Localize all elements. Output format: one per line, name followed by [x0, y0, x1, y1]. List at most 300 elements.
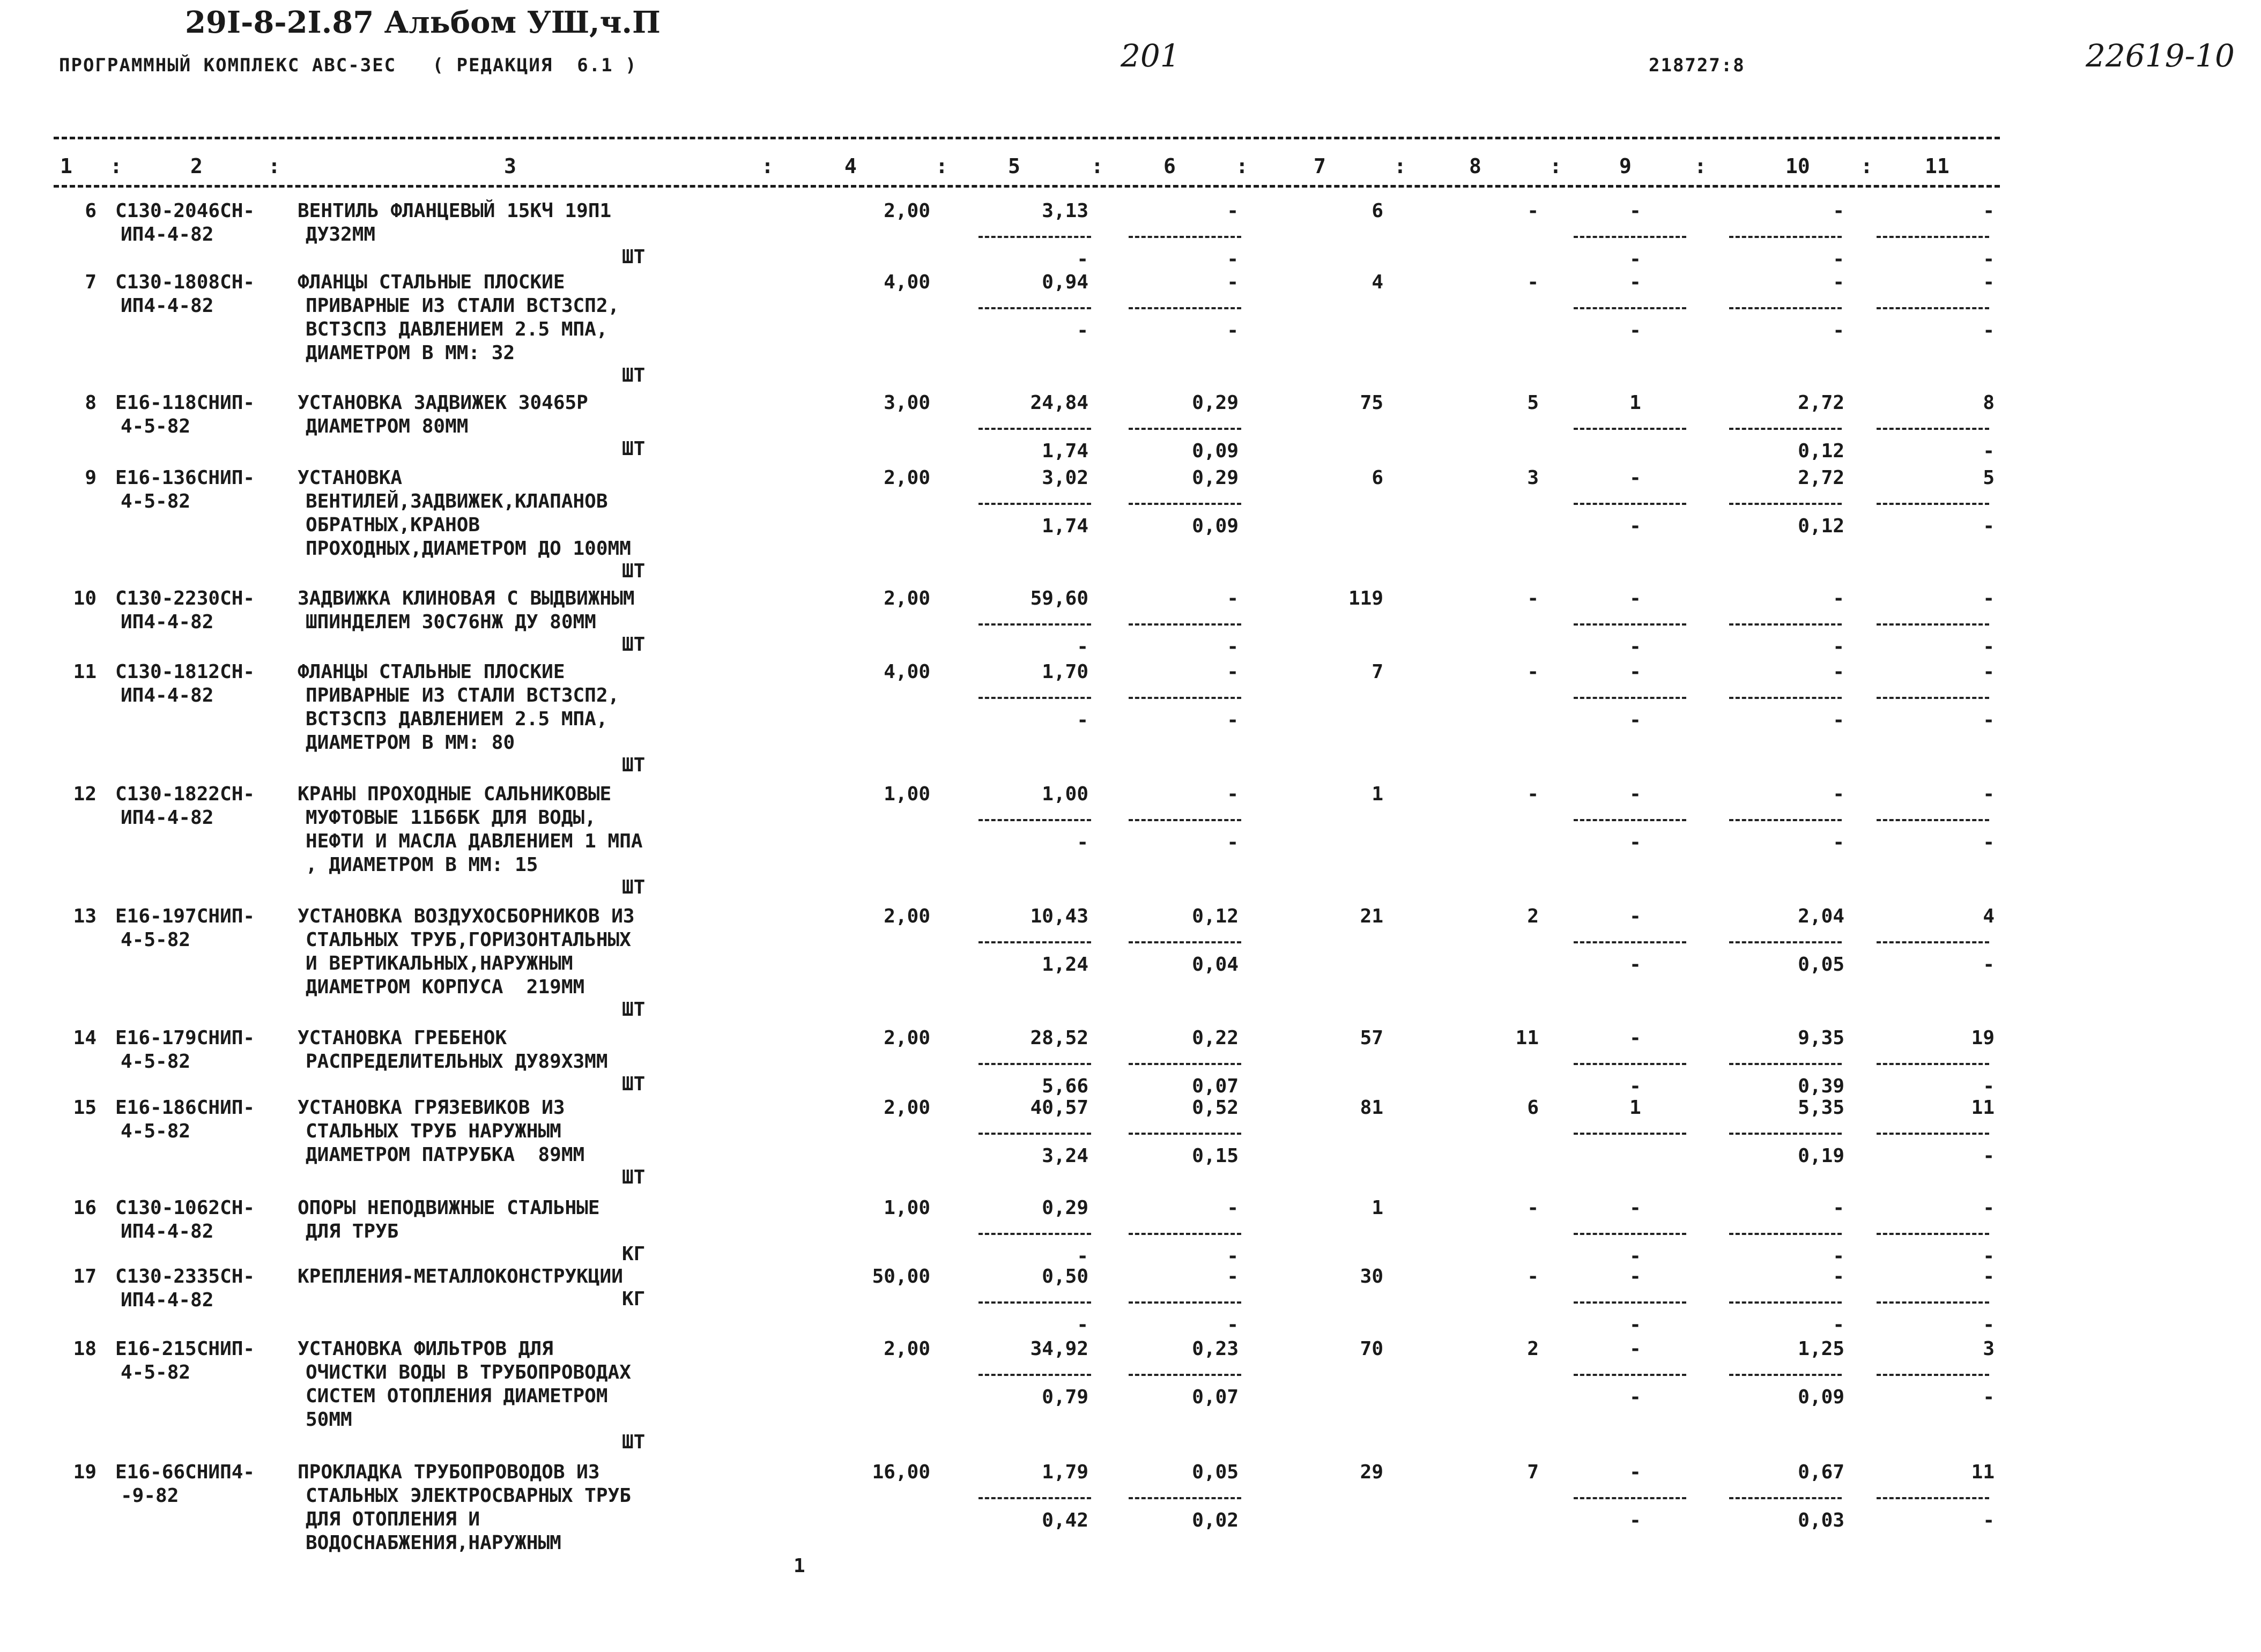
row-description-line: УСТАНОВКА ГРЯЗЕВИКОВ ИЗ [298, 1097, 565, 1119]
cell-rule [978, 1301, 1091, 1304]
cell-col7: 1 [1372, 1197, 1383, 1219]
cell-col11: 3 [1983, 1338, 1995, 1360]
cell-rule [1877, 1374, 1989, 1376]
row-description-line: ВОДОСНАБЖЕНИЯ,НАРУЖНЫМ [306, 1532, 561, 1554]
cell-col6: 0,12 [1192, 905, 1239, 927]
cell-col11: - [1983, 661, 1995, 683]
row-unit: ШТ [622, 634, 646, 656]
cell-col5-sub: 5,66 [1042, 1075, 1088, 1097]
cell-col9-sub: - [1629, 1386, 1641, 1408]
cell-rule [978, 1233, 1091, 1235]
column-header-11: 11 [1925, 154, 1949, 178]
row-description-line: ОЧИСТКИ ВОДЫ В ТРУБОПРОВОДАХ [306, 1361, 631, 1383]
cell-col8: 6 [1527, 1097, 1539, 1119]
cell-col5: 1,70 [1042, 661, 1088, 683]
cell-quantity: 2,00 [884, 1338, 930, 1360]
cell-col9: - [1629, 200, 1641, 222]
cell-rule [1877, 1497, 1989, 1499]
column-separator: : [761, 154, 774, 178]
cell-rule [1574, 1497, 1686, 1499]
row-description-line: ШПИНДЕЛЕМ 30С76НЖ ДУ 80ММ [306, 611, 596, 633]
cell-rule [1129, 623, 1241, 626]
cell-col9: - [1629, 905, 1641, 927]
cell-col6: - [1227, 1266, 1239, 1288]
row-code-standard: 4-5-82 [121, 929, 191, 951]
row-code: С130-1822СН- [115, 783, 255, 805]
row-description-line: СИСТЕМ ОТОПЛЕНИЯ ДИАМЕТРОМ [306, 1385, 608, 1407]
cell-col7: 7 [1372, 661, 1383, 683]
cell-col7: 70 [1360, 1338, 1383, 1360]
row-description-line: ДИАМЕТРОМ КОРПУСА 219ММ [306, 976, 585, 998]
cell-col9: 1 [1629, 392, 1641, 414]
row-code: Е16-179СНИП- [115, 1027, 255, 1049]
cell-rule [1574, 623, 1686, 626]
cell-col9: - [1629, 1461, 1641, 1483]
cell-rule [1877, 1301, 1989, 1304]
cell-col6-sub: 0,09 [1192, 515, 1239, 537]
cell-col5: 1,79 [1042, 1461, 1088, 1483]
column-header-2: 2 [190, 154, 203, 178]
cell-col9-sub: - [1629, 319, 1641, 341]
row-number: 9 [85, 467, 97, 489]
program-title: ПРОГРАММНЫЙ КОМПЛЕКС АВС-3ЕС ( РЕДАКЦИЯ 6.1 ) [59, 55, 637, 76]
row-code-standard: ИП4-4-82 [121, 1289, 214, 1311]
cell-rule [1877, 1233, 1989, 1235]
cell-col5-sub: 0,42 [1042, 1509, 1088, 1531]
row-code-standard: 4-5-82 [121, 1361, 191, 1383]
cell-col6-sub: 0,07 [1192, 1075, 1239, 1097]
row-number: 19 [73, 1461, 97, 1483]
cell-quantity: 1,00 [884, 1197, 930, 1219]
cell-col6: 0,52 [1192, 1097, 1239, 1119]
cell-col10-sub: - [1833, 1245, 1844, 1267]
row-description-line: ВЕНТИЛЬ ФЛАНЦЕВЫЙ 15КЧ 19П1 [298, 200, 612, 222]
cell-col10-sub: 0,05 [1798, 954, 1844, 976]
cell-col10: 5,35 [1798, 1097, 1844, 1119]
cell-col9: - [1629, 467, 1641, 489]
row-unit: ШТ [622, 876, 646, 898]
row-unit: КГ [622, 1288, 646, 1310]
column-separator: : [1694, 154, 1707, 178]
cell-col10: - [1833, 271, 1844, 293]
column-header-8: 8 [1469, 154, 1481, 178]
cell-col5: 0,29 [1042, 1197, 1088, 1219]
cell-rule [1729, 1374, 1842, 1376]
row-number: 14 [73, 1027, 97, 1049]
cell-col6-sub: - [1227, 709, 1239, 731]
cell-col5-sub: 1,74 [1042, 515, 1088, 537]
row-description-line: СТАЛЬНЫХ ТРУБ,ГОРИЗОНТАЛЬНЫХ [306, 929, 631, 951]
cell-rule [978, 1063, 1091, 1065]
cell-col6-sub: - [1227, 636, 1239, 658]
cell-rule [978, 941, 1091, 943]
cell-rule [1129, 941, 1241, 943]
cell-col10-sub: - [1833, 319, 1844, 341]
cell-col5-sub: - [1077, 709, 1088, 731]
cell-col11: - [1983, 1266, 1995, 1288]
row-unit: ШТ [622, 1073, 646, 1095]
column-header-10: 10 [1785, 154, 1810, 178]
cell-quantity: 3,00 [884, 392, 930, 414]
cell-col5-sub: - [1077, 248, 1088, 270]
cell-quantity: 2,00 [884, 200, 930, 222]
cell-rule [1574, 1374, 1686, 1376]
row-description-line: 50ММ [306, 1409, 352, 1431]
cell-col11: - [1983, 271, 1995, 293]
row-description-line: ПРОКЛАДКА ТРУБОПРОВОДОВ ИЗ [298, 1461, 600, 1483]
cell-col6-sub: 0,09 [1192, 440, 1239, 462]
cell-col9: - [1629, 1197, 1641, 1219]
row-code: Е16-215СНИП- [115, 1338, 255, 1360]
row-description-line: ФЛАНЦЫ СТАЛЬНЫЕ ПЛОСКИЕ [298, 271, 565, 293]
cell-col10-sub: - [1833, 1314, 1844, 1336]
row-description-line: КРЕПЛЕНИЯ-МЕТАЛЛОКОНСТРУКЦИИ [298, 1266, 623, 1288]
row-number: 13 [73, 905, 97, 927]
cell-col8: - [1527, 1266, 1539, 1288]
cell-rule [1877, 697, 1989, 699]
cell-col8: - [1527, 200, 1539, 222]
cell-col10: - [1833, 200, 1844, 222]
cell-col10: 2,72 [1798, 467, 1844, 489]
cell-col8: - [1527, 271, 1539, 293]
cell-col10: 9,35 [1798, 1027, 1844, 1049]
cell-col10-sub: 0,03 [1798, 1509, 1844, 1531]
cell-col5-sub: 3,24 [1042, 1145, 1088, 1167]
cell-col6: - [1227, 587, 1239, 609]
cell-rule [978, 1497, 1091, 1499]
cell-col10: 0,67 [1798, 1461, 1844, 1483]
cell-col5: 59,60 [1030, 587, 1088, 609]
cell-col8: 2 [1527, 905, 1539, 927]
cell-rule [1729, 1063, 1842, 1065]
cell-quantity: 16,00 [872, 1461, 930, 1483]
cell-col10: - [1833, 783, 1844, 805]
cell-rule [1729, 623, 1842, 626]
cell-col10-sub: - [1833, 248, 1844, 270]
row-code: Е16-197СНИП- [115, 905, 255, 927]
cell-rule [1729, 236, 1842, 238]
row-description-line: УСТАНОВКА ФИЛЬТРОВ ДЛЯ [298, 1338, 553, 1360]
row-code: С130-2230СН- [115, 587, 255, 609]
cell-rule [1129, 1063, 1241, 1065]
cell-col11-sub: - [1983, 954, 1995, 976]
cell-col6: - [1227, 661, 1239, 683]
cell-col6-sub: - [1227, 831, 1239, 853]
cell-col6: - [1227, 1197, 1239, 1219]
cell-col6-sub: - [1227, 1314, 1239, 1336]
row-description-line: СТАЛЬНЫХ ЭЛЕКТРОСВАРНЫХ ТРУБ [306, 1485, 631, 1507]
cell-col10-sub: 0,39 [1798, 1075, 1844, 1097]
row-unit: ШТ [622, 999, 646, 1021]
cell-quantity: 4,00 [884, 661, 930, 683]
column-header-4: 4 [844, 154, 857, 178]
row-code: Е16-66СНИП4- [115, 1461, 255, 1483]
cell-col6-sub: 0,04 [1192, 954, 1239, 976]
cell-col10: - [1833, 587, 1844, 609]
cell-rule [1877, 1063, 1989, 1065]
column-header-5: 5 [1008, 154, 1020, 178]
cell-rule [1129, 697, 1241, 699]
row-number: 17 [73, 1266, 97, 1288]
cell-quantity: 4,00 [884, 271, 930, 293]
cell-rule [1574, 697, 1686, 699]
row-number: 6 [85, 200, 97, 222]
cell-col11: 5 [1983, 467, 1995, 489]
cell-col5: 40,57 [1030, 1097, 1088, 1119]
cell-col7: 75 [1360, 392, 1383, 414]
cell-col10-sub: 0,09 [1798, 1386, 1844, 1408]
row-number: 12 [73, 783, 97, 805]
cell-col11-sub: - [1983, 636, 1995, 658]
cell-rule [1877, 428, 1989, 430]
row-unit: ШТ [622, 1431, 646, 1453]
cell-col11: 8 [1983, 392, 1995, 414]
cell-col5-sub: 1,24 [1042, 954, 1088, 976]
cell-rule [1129, 819, 1241, 821]
cell-rule [978, 1374, 1091, 1376]
cell-rule [1129, 1374, 1241, 1376]
cell-col10: 1,25 [1798, 1338, 1844, 1360]
cell-col10-sub: 0,12 [1798, 440, 1844, 462]
row-code-standard: ИП4-4-82 [121, 684, 214, 706]
cell-col9-sub: - [1629, 1075, 1641, 1097]
cell-rule [1574, 1301, 1686, 1304]
cell-rule [1129, 307, 1241, 309]
row-description-line: ПРИВАРНЫЕ ИЗ СТАЛИ ВСТ3СП2, [306, 295, 620, 317]
row-description-line: ВЕНТИЛЕЙ,ЗАДВИЖЕК,КЛАПАНОВ [306, 490, 608, 512]
document-code: 218727:8 [1649, 55, 1745, 76]
cell-col9-sub: - [1629, 1314, 1641, 1336]
cell-rule [1574, 503, 1686, 505]
handwritten-number: 22619-10 [2086, 38, 2235, 74]
cell-rule [1574, 1133, 1686, 1135]
cell-col8: - [1527, 661, 1539, 683]
row-unit: ШТ [622, 246, 646, 268]
row-code: С130-1062СН- [115, 1197, 255, 1219]
cell-col9-sub: - [1629, 709, 1641, 731]
cell-col6: 0,23 [1192, 1338, 1239, 1360]
cell-col9-sub: - [1629, 1245, 1641, 1267]
cell-col10-sub: 0,12 [1798, 515, 1844, 537]
row-code: С130-1808СН- [115, 271, 255, 293]
cell-col5: 24,84 [1030, 392, 1088, 414]
row-code: Е16-186СНИП- [115, 1097, 255, 1119]
cell-quantity: 2,00 [884, 905, 930, 927]
cell-col5-sub: 1,74 [1042, 440, 1088, 462]
cell-col10: - [1833, 661, 1844, 683]
row-description-line: ОПОРЫ НЕПОДВИЖНЫЕ СТАЛЬНЫЕ [298, 1197, 600, 1219]
cell-col5: 10,43 [1030, 905, 1088, 927]
cell-col11-sub: - [1983, 319, 1995, 341]
cell-col6: 0,05 [1192, 1461, 1239, 1483]
cell-rule [1729, 1497, 1842, 1499]
cell-col8: 3 [1527, 467, 1539, 489]
cell-col11: 11 [1971, 1097, 1995, 1119]
row-code-standard: 4-5-82 [121, 1051, 191, 1073]
row-description-line: ДИАМЕТРОМ В ММ: 80 [306, 732, 515, 754]
cell-rule [1877, 307, 1989, 309]
column-separator: : [1236, 154, 1248, 178]
cell-rule [1877, 819, 1989, 821]
cell-quantity: 50,00 [872, 1266, 930, 1288]
cell-col8: 2 [1527, 1338, 1539, 1360]
cell-rule [978, 1133, 1091, 1135]
cell-rule [1574, 1233, 1686, 1235]
row-number: 10 [73, 587, 97, 609]
header-rule-bottom [54, 185, 2000, 188]
column-separator: : [1860, 154, 1873, 178]
cell-col5: 1,00 [1042, 783, 1088, 805]
cell-col11: - [1983, 783, 1995, 805]
cell-rule [1729, 1133, 1842, 1135]
cell-rule [1574, 236, 1686, 238]
row-description-line: ДИАМЕТРОМ ПАТРУБКА 89ММ [306, 1144, 585, 1166]
cell-col5: 0,50 [1042, 1266, 1088, 1288]
cell-rule [1129, 428, 1241, 430]
cell-col6: - [1227, 200, 1239, 222]
row-code: С130-1812СН- [115, 661, 255, 683]
row-unit: ШТ [622, 754, 646, 776]
cell-rule [1877, 623, 1989, 626]
cell-col7: 81 [1360, 1097, 1383, 1119]
row-unit: ШТ [622, 438, 646, 460]
cell-col7: 6 [1372, 200, 1383, 222]
row-number: 15 [73, 1097, 97, 1119]
cell-col9-sub: - [1629, 248, 1641, 270]
cell-col11-sub: - [1983, 1245, 1995, 1267]
row-code: С130-2046СН- [115, 200, 255, 222]
cell-col8: 7 [1527, 1461, 1539, 1483]
cell-rule [1574, 941, 1686, 943]
cell-col8: 11 [1515, 1027, 1539, 1049]
cell-col7: 30 [1360, 1266, 1383, 1288]
column-header-7: 7 [1314, 154, 1326, 178]
cell-col7: 4 [1372, 271, 1383, 293]
album-title: 29I-8-2I.87 Альбом УШ,ч.П [185, 5, 661, 40]
column-separator: : [268, 154, 280, 178]
cell-col11-sub: - [1983, 1386, 1995, 1408]
cell-col5: 0,94 [1042, 271, 1088, 293]
column-separator: : [1394, 154, 1406, 178]
cell-col11-sub: - [1983, 709, 1995, 731]
row-description-line: ВСТ3СП3 ДАВЛЕНИЕМ 2.5 МПА, [306, 708, 608, 730]
cell-rule [978, 307, 1091, 309]
cell-col5: 28,52 [1030, 1027, 1088, 1049]
cell-rule [1729, 819, 1842, 821]
cell-rule [1574, 428, 1686, 430]
cell-col6-sub: 0,15 [1192, 1145, 1239, 1167]
cell-col10-sub: - [1833, 709, 1844, 731]
cell-rule [1574, 1063, 1686, 1065]
cell-col6: - [1227, 271, 1239, 293]
row-code-standard: -9-82 [121, 1485, 179, 1507]
cell-rule [1877, 1133, 1989, 1135]
cell-col6-sub: 0,02 [1192, 1509, 1239, 1531]
cell-col9-sub: - [1629, 515, 1641, 537]
row-description-line: ВСТ3СП3 ДАВЛЕНИЕМ 2.5 МПА, [306, 318, 608, 340]
row-number: 16 [73, 1197, 97, 1219]
cell-col6-sub: 0,07 [1192, 1386, 1239, 1408]
cell-rule [978, 697, 1091, 699]
cell-col9: - [1629, 1266, 1641, 1288]
row-unit: ШТ [622, 1166, 646, 1188]
cell-rule [978, 623, 1091, 626]
cell-col10-sub: - [1833, 636, 1844, 658]
row-unit: КГ [622, 1243, 646, 1265]
row-description-line: УСТАНОВКА ЗАДВИЖЕК 30465Р [298, 392, 588, 414]
cell-col9: - [1629, 661, 1641, 683]
cell-quantity: 1,00 [884, 783, 930, 805]
cell-col9: - [1629, 587, 1641, 609]
row-description-line: ЗАДВИЖКА КЛИНОВАЯ С ВЫДВИЖНЫМ [298, 587, 635, 609]
cell-col6: 0,29 [1192, 467, 1239, 489]
cell-col9-sub: - [1629, 831, 1641, 853]
cell-col11-sub: - [1983, 248, 1995, 270]
cell-col11-sub: - [1983, 1314, 1995, 1336]
row-description-line: ДУ32ММ [306, 224, 376, 245]
row-number: 8 [85, 392, 97, 414]
cell-rule [978, 236, 1091, 238]
cell-rule [1729, 428, 1842, 430]
row-code: С130-2335СН- [115, 1266, 255, 1288]
cell-col5: 34,92 [1030, 1338, 1088, 1360]
cell-col6-sub: - [1227, 1245, 1239, 1267]
cell-rule [1877, 941, 1989, 943]
column-header-1: 1 [60, 154, 72, 178]
cell-col9-sub: - [1629, 954, 1641, 976]
cell-col11-sub: - [1983, 1145, 1995, 1167]
cell-rule [1129, 1301, 1241, 1304]
cell-col9-sub: - [1629, 1509, 1641, 1531]
cell-col9: - [1629, 1027, 1641, 1049]
cell-rule [1877, 503, 1989, 505]
row-description-line: ДЛЯ ТРУБ [306, 1221, 399, 1242]
row-unit: ШТ [622, 364, 646, 386]
row-code-standard: 4-5-82 [121, 1120, 191, 1142]
row-description-line: ПРИВАРНЫЕ ИЗ СТАЛИ ВСТ3СП2, [306, 684, 620, 706]
cell-col11: - [1983, 200, 1995, 222]
row-code-standard: ИП4-4-82 [121, 1221, 214, 1242]
cell-rule [1729, 697, 1842, 699]
row-description-line: ДИАМЕТРОМ 80ММ [306, 415, 469, 437]
page-number: 201 [1121, 38, 1180, 74]
cell-col11-sub: - [1983, 440, 1995, 462]
cell-col11-sub: - [1983, 515, 1995, 537]
row-code-standard: ИП4-4-82 [121, 224, 214, 245]
cell-col5-sub: 0,79 [1042, 1386, 1088, 1408]
row-description-line: МУФТОВЫЕ 11Б6БК ДЛЯ ВОДЫ, [306, 807, 596, 829]
cell-col7: 119 [1348, 587, 1383, 609]
row-description-line: ФЛАНЦЫ СТАЛЬНЫЕ ПЛОСКИЕ [298, 661, 565, 683]
row-description-line: ПРОХОДНЫХ,ДИАМЕТРОМ ДО 100ММ [306, 538, 631, 560]
cell-rule [1729, 503, 1842, 505]
cell-col7: 1 [1372, 783, 1383, 805]
footer-mark: 1 [794, 1555, 805, 1577]
cell-rule [1574, 307, 1686, 309]
cell-col6: - [1227, 783, 1239, 805]
row-description-line: УСТАНОВКА [298, 467, 403, 489]
cell-col5: 3,13 [1042, 200, 1088, 222]
cell-rule [978, 503, 1091, 505]
cell-col5: 3,02 [1042, 467, 1088, 489]
cell-col8: - [1527, 1197, 1539, 1219]
cell-quantity: 2,00 [884, 1097, 930, 1119]
row-unit: ШТ [622, 560, 646, 582]
cell-col11: 11 [1971, 1461, 1995, 1483]
cell-col5-sub: - [1077, 319, 1088, 341]
cell-rule [1129, 503, 1241, 505]
cell-col10: - [1833, 1197, 1844, 1219]
